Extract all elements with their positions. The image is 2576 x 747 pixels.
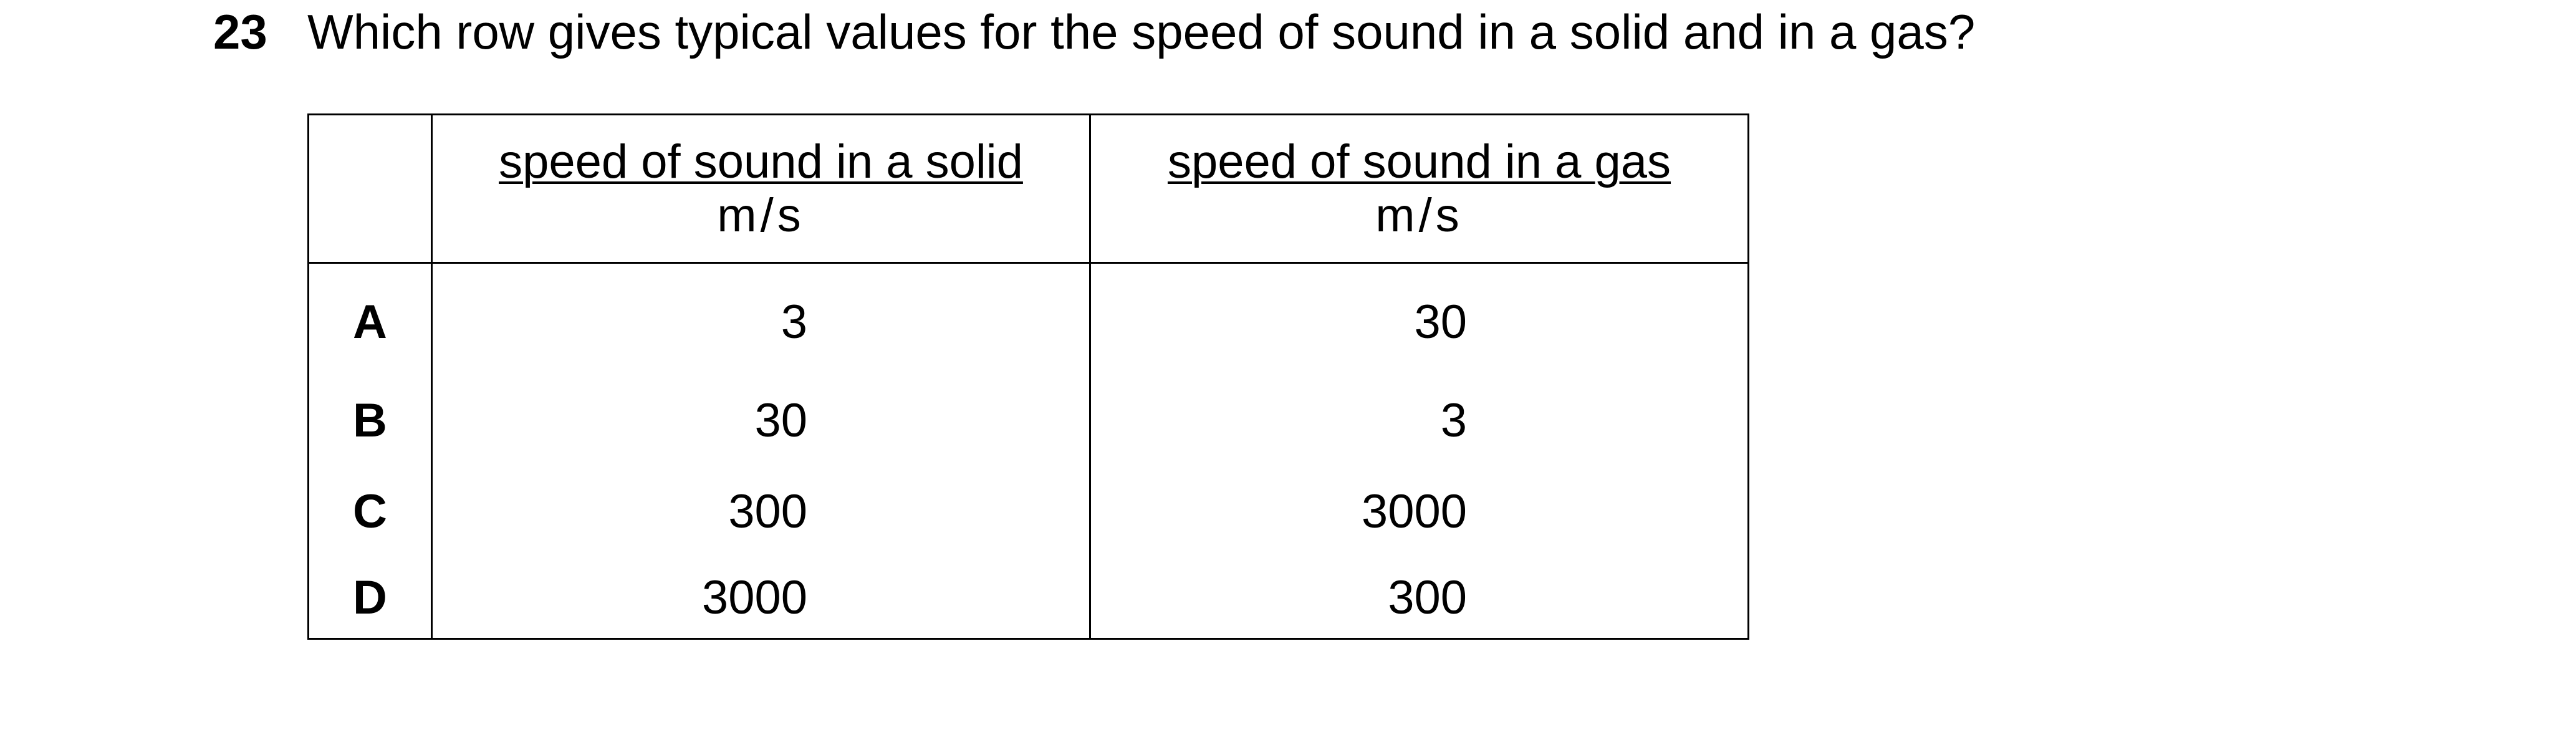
solid-column-unit: m/s [717,188,805,242]
table-row [309,263,1749,375]
row-key: A [309,263,432,375]
table-row [309,375,1749,466]
solid-value: 300 [432,466,1090,557]
solid-value: 30 [432,375,1090,466]
gas-column-title: speed of sound in a gas [1167,135,1671,188]
solid-value: 3 [432,263,1090,375]
header-gas-cell [1090,115,1749,263]
header-key-cell [309,115,432,263]
row-key: D [309,557,432,639]
table-row [309,557,1749,639]
row-key: B [309,375,432,466]
row-key: C [309,466,432,557]
solid-value: 3000 [432,557,1090,639]
gas-value: 30 [1090,263,1749,375]
table-row [309,466,1749,557]
gas-value: 3 [1090,375,1749,466]
gas-value: 300 [1090,557,1749,639]
header-solid-cell [432,115,1090,263]
question-number: 23 [213,4,267,59]
gas-value: 3000 [1090,466,1749,557]
question-text: Which row gives typical values for the speed of sound in a solid and in a gas? [307,4,1976,59]
solid-column-title: speed of sound in a solid [499,135,1023,188]
answer-table [307,113,1749,640]
header-row [309,115,1749,263]
gas-column-unit: m/s [1375,188,1463,242]
